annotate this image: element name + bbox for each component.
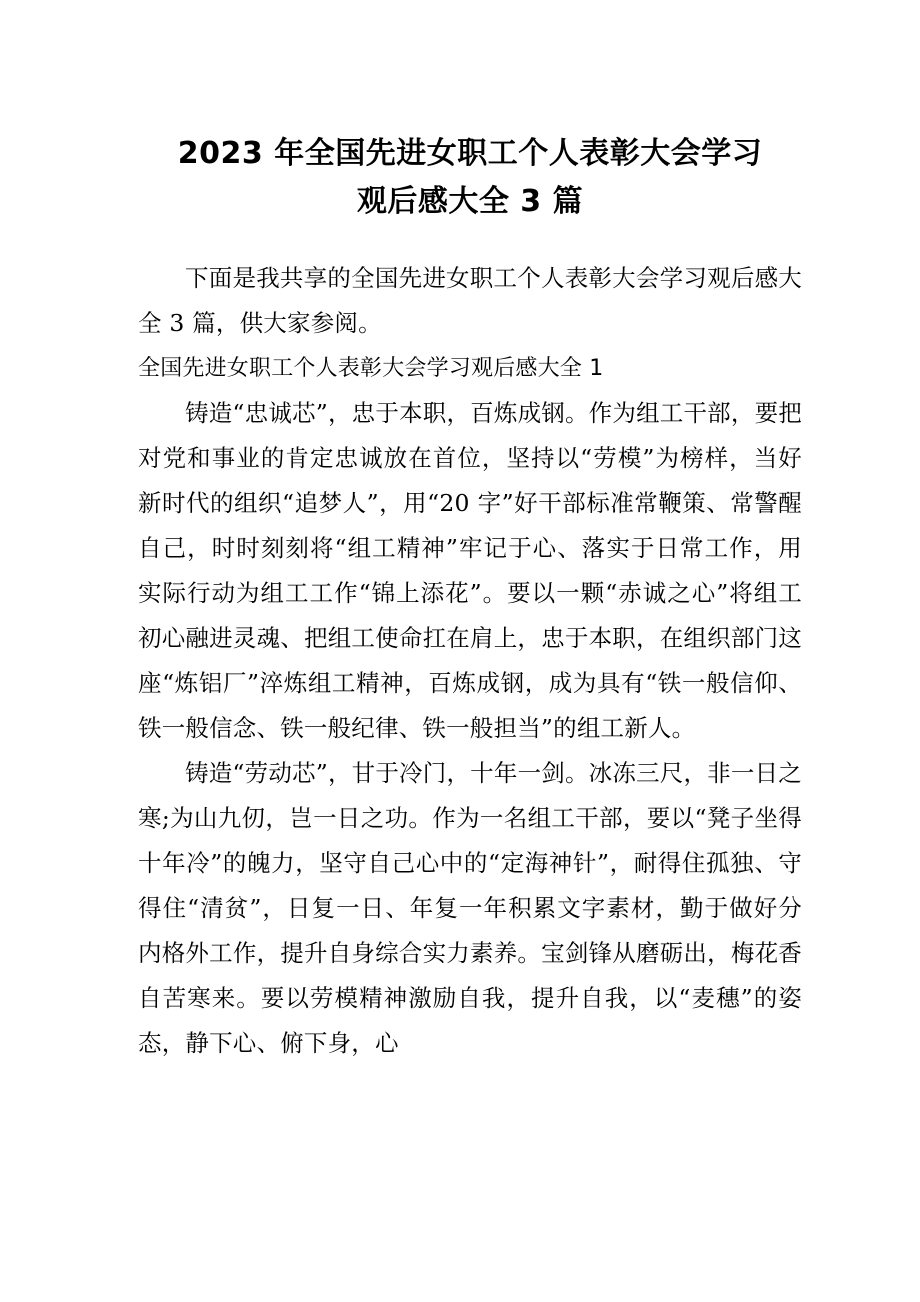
paragraph-intro: 下面是我共享的全国先进女职工个人表彰大会学习观后感大全 3 篇，供大家参阅。 [138, 264, 802, 337]
paragraph-body-1: 铸造“忠诚芯”，忠于本职，百炼成钢。作为组工干部，要把对党和事业的肯定忠诚放在首位，坚持以“劳模”为榜样，当好新时代的组织“追梦人”，用“20 字”好干部标准常鞭策、常警醒自己，时时刻刻将“组工精神”牢记于心、落实于日常工作，用实际行动为组工工作“锦上添花”。要以一颗“赤诚之心”将组工初心融进灵魂、把组工使命扛在肩上，忠于本职，在组织部门这座“炼铝厂”淬炼组工精神，百炼成钢，成为具有“铁一般信仰、铁一般信念、铁一般纪律、铁一般担当”的组工新人。 [138, 399, 802, 742]
page-title [138, 130, 802, 226]
page-title-line-1: 2023 年全国先进女职工个人表彰大会学习 [177, 136, 763, 171]
section-heading-1: 全国先进女职工个人表彰大会学习观后感大全 1 [138, 356, 604, 381]
paragraph-body-2: 铸造“劳动芯”，甘于冷门，十年一剑。冰冻三尺，非一日之寒;为山九仞，岂一日之功。作为一名组工干部，要以“凳子坐得十年冷”的魄力，坚守自己心中的“定海神针”，耐得住孤独、守得住“清贫”，日复一日、年复一年积累文字素材，勤于做好分内格外工作，提升自身综合实力素养。宝剑锋从磨砺出，梅花香自苦寒来。要以劳模精神激励自我，提升自我，以“麦穗”的姿态，静下心、俯下身，心 [138, 759, 802, 1057]
page-title-line-2: 观后感大全 3 篇 [356, 184, 584, 219]
